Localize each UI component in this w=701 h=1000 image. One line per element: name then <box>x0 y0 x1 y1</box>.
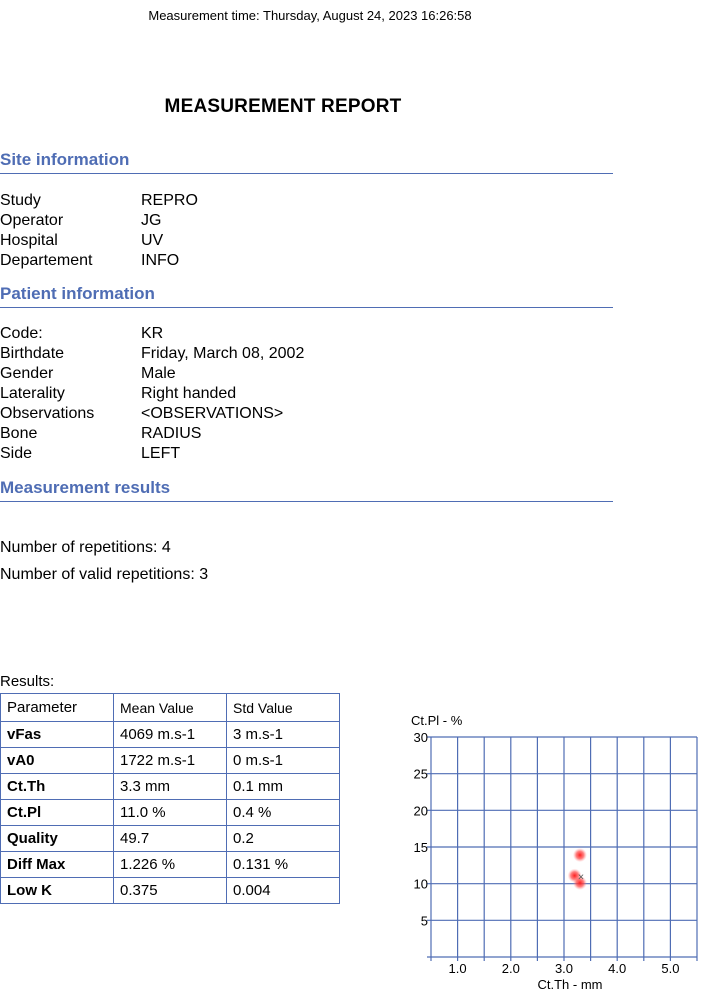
column-header: Mean Value <box>114 694 227 722</box>
measurement-time: Measurement time: Thursday, August 24, 2023 16:26:58 <box>148 8 472 23</box>
field-label: Departement <box>0 252 93 269</box>
field-value: Male <box>141 365 176 382</box>
column-header: Parameter <box>1 694 114 722</box>
valid-repetitions-count: Number of valid repetitions: 3 <box>0 566 209 583</box>
std-cell: 0.004 <box>227 878 340 904</box>
parameter-cell: Low K <box>1 878 114 904</box>
std-cell: 0.1 mm <box>227 774 340 800</box>
table-row <box>1 826 340 852</box>
field-value: Right handed <box>141 385 237 402</box>
repetitions-count: Number of repetitions: 4 <box>0 539 171 556</box>
mean-cell: 0.375 <box>114 878 227 904</box>
field-value: UV <box>141 232 164 249</box>
mean-cell: 49.7 <box>114 826 227 852</box>
y-axis-label: Ct.Pl - % <box>411 713 463 728</box>
x-axis-label: Ct.Th - mm <box>537 977 603 992</box>
x-tick-label: 2.0 <box>501 961 520 976</box>
field-value: RADIUS <box>141 425 202 442</box>
scatter-chart <box>400 706 700 996</box>
field-label: Operator <box>0 212 64 229</box>
parameter-cell: vFas <box>1 722 114 748</box>
field-label: Gender <box>0 365 54 382</box>
mean-marker: × <box>577 871 585 884</box>
parameter-cell: Ct.Th <box>1 774 114 800</box>
field-label: Laterality <box>0 385 65 402</box>
patient-information-heading: Patient information <box>0 284 613 308</box>
field-value: KR <box>141 325 164 342</box>
x-tick-label: 4.0 <box>608 961 627 976</box>
column-header: Std Value <box>227 694 340 722</box>
field-value: LEFT <box>141 445 181 462</box>
table-row <box>1 852 340 878</box>
table-row <box>1 878 340 904</box>
parameter-cell: Ct.Pl <box>1 800 114 826</box>
y-tick-label: 25 <box>413 766 428 782</box>
table-row <box>1 722 340 748</box>
mean-cell: 3.3 mm <box>114 774 227 800</box>
std-cell: 0.2 <box>227 826 340 852</box>
table-header-row <box>1 694 340 722</box>
parameter-cell: vA0 <box>1 748 114 774</box>
x-tick-label: 3.0 <box>554 961 574 976</box>
table-row <box>1 774 340 800</box>
chart-grid <box>427 737 697 961</box>
field-label: Bone <box>0 425 38 442</box>
y-tick-label: 15 <box>413 840 428 855</box>
field-label: Observations <box>0 405 95 422</box>
mean-cell: 1.226 % <box>114 852 227 878</box>
field-value: INFO <box>141 252 180 269</box>
y-tick-label: 30 <box>413 730 428 745</box>
chart-ticks <box>414 730 680 976</box>
site-information-heading: Site information <box>0 150 613 174</box>
data-point <box>573 848 587 862</box>
x-tick-label: 1.0 <box>448 961 467 976</box>
x-tick-label: 5.0 <box>661 961 680 976</box>
field-value: Friday, March 08, 2002 <box>141 345 305 362</box>
parameter-cell: Quality <box>1 826 114 852</box>
table-row <box>1 748 340 774</box>
y-tick-label: 20 <box>413 803 428 819</box>
measurement-results-heading: Measurement results <box>0 478 613 502</box>
std-cell: 3 m.s-1 <box>227 722 340 748</box>
mean-cell: 11.0 % <box>114 800 227 826</box>
page-title: MEASUREMENT REPORT <box>164 96 402 117</box>
field-label: Birthdate <box>0 345 65 362</box>
field-label: Side <box>0 445 33 462</box>
results-table <box>0 693 340 904</box>
mean-cell: 4069 m.s-1 <box>114 722 227 748</box>
field-label: Code: <box>0 325 43 342</box>
mean-cell: 1722 m.s-1 <box>114 748 227 774</box>
std-cell: 0.131 % <box>227 852 340 878</box>
field-label: Hospital <box>0 232 58 249</box>
field-label: Study <box>0 192 41 209</box>
y-tick-label: 5 <box>420 913 428 929</box>
field-value: REPRO <box>141 192 198 209</box>
field-value: JG <box>141 212 162 229</box>
std-cell: 0.4 % <box>227 800 340 826</box>
parameter-cell: Diff Max <box>1 852 114 878</box>
table-row <box>1 800 340 826</box>
results-label: Results: <box>0 673 55 690</box>
y-tick-label: 10 <box>413 876 428 892</box>
field-value: <OBSERVATIONS> <box>141 405 284 422</box>
std-cell: 0 m.s-1 <box>227 748 340 774</box>
